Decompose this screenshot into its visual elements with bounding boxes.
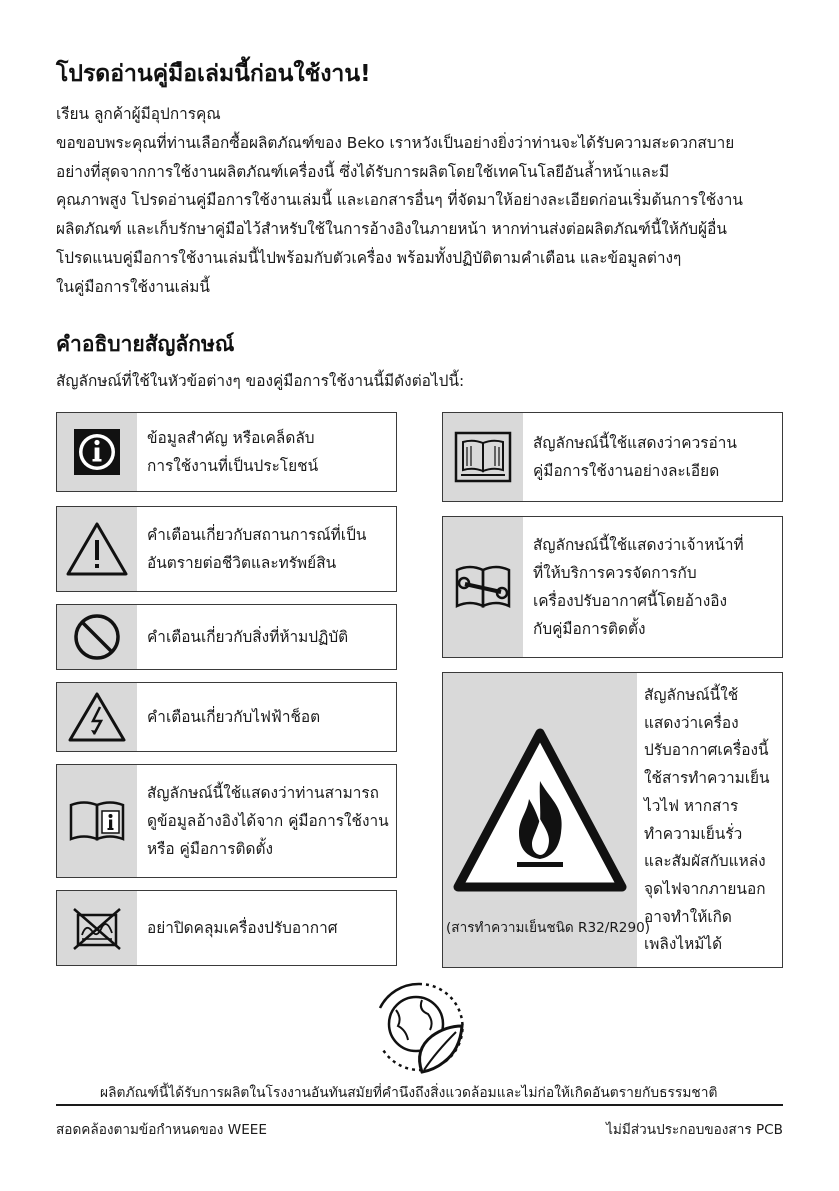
symbol-box-do-not-cover bbox=[56, 890, 397, 966]
info-icon bbox=[57, 413, 137, 491]
symbol-box-prohibited bbox=[56, 604, 397, 670]
read-manual-icon bbox=[443, 413, 523, 501]
symbol-description: คำเตือนเกี่ยวกับไฟฟ้าช็อต bbox=[147, 708, 321, 726]
symbol-box-service-manual bbox=[442, 516, 783, 658]
symbol-box-electric-shock bbox=[56, 682, 397, 752]
manual-info-icon bbox=[57, 765, 137, 877]
intro-line: ผลิตภัณฑ์ และเก็บรักษาคู่มือไว้สำหรับใช้ในการอ้างอิงในภายหน้า หากท่านส่งต่อผลิตภัณฑ์นี้ให้กับผู้อื่น bbox=[56, 220, 727, 239]
page-title: โปรดอ่านคู่มือเล่มนี้ก่อนใช้งาน! bbox=[56, 61, 371, 87]
intro-paragraph bbox=[56, 100, 801, 302]
symbol-description: คำเตือนเกี่ยวกับสิ่งที่ห้ามปฏิบัติ bbox=[147, 628, 349, 646]
symbol-box-read-manual bbox=[442, 412, 783, 502]
symbol-description: สัญลักษณ์นี้ใช้แสดงว่าควรอ่าน คู่มือการใช้งานอย่างละเอียด bbox=[533, 434, 737, 480]
intro-line: ขอขอบพระคุณที่ท่านเลือกซื้อผลิตภัณฑ์ของ Beko เราหวังเป็นอย่างยิ่งว่าท่านจะได้รับความสะดวกสบาย bbox=[56, 133, 735, 152]
symbols-subtitle: สัญลักษณ์ที่ใช้ในหัวข้อต่างๆ ของคู่มือการใช้งานนี้มีดังต่อไปนี้: bbox=[56, 372, 465, 390]
do-not-cover-icon bbox=[57, 891, 137, 965]
eco-earth-leaf-icon bbox=[372, 980, 466, 1082]
electric-shock-icon bbox=[57, 683, 137, 751]
weee-compliance: สอดคล้องตามข้อกำหนดของ WEEE bbox=[56, 1122, 267, 1138]
intro-line: โปรดแนบคู่มือการใช้งานเล่มนี้ไปพร้อมกับตัวเครื่อง พร้อมทั้งปฏิบัติตามคำเตือน และข้อมูลต่างๆ bbox=[56, 248, 682, 267]
eco-statement: ผลิตภัณฑ์นี้ได้รับการผลิตในโรงงานอันทันสมัยที่คำนึงถึงสิ่งแวดล้อมและไม่ก่อให้เกิดอันตรายกับธรรมชาติ bbox=[100, 1085, 718, 1101]
symbol-box-warning bbox=[56, 506, 397, 592]
symbol-description: ข้อมูลสำคัญ หรือเคล็ดลับ การใช้งานที่เป็นประโยชน์ bbox=[147, 429, 319, 475]
symbol-description: สัญลักษณ์นี้ใช้แสดงว่าท่านสามารถ ดูข้อมูลอ้างอิงได้จาก คู่มือการใช้งาน หรือ คู่มือการติดตั้ง bbox=[147, 784, 389, 858]
intro-line: ในคู่มือการใช้งานเล่มนี้ bbox=[56, 277, 210, 296]
pcb-statement: ไม่มีส่วนประกอบของสาร PCB bbox=[606, 1122, 783, 1138]
flammable-caption: (สารทำความเย็นชนิด R32/R290) bbox=[446, 920, 651, 936]
intro-line: เรียน ลูกค้าผู้มีอุปการคุณ bbox=[56, 105, 221, 123]
symbol-box-manual-info bbox=[56, 764, 397, 878]
symbol-description: อย่าปิดคลุมเครื่องปรับอากาศ bbox=[147, 919, 338, 937]
warning-icon bbox=[57, 507, 137, 591]
intro-line: อย่างที่สุดจากการใช้งานผลิตภัณฑ์เครื่องนี้ ซึ่งได้รับการผลิตโดยใช้เทคโนโลยีอันล้ำหน้าและมี bbox=[56, 162, 670, 181]
prohibited-icon bbox=[57, 605, 137, 669]
flammable-description: สัญลักษณ์นี้ใช้ แสดงว่าเครื่อง ปรับอากาศเครื่องนี้ ใช้สารทำความเย็น ไวไฟ หากสาร ทำความเย็นรั่ว และสัมผัสกับแหล่ง จุดไฟจากภายนอก อาจทำให้เกิด เพลิงไหม้ได้ bbox=[644, 686, 770, 954]
intro-line: คุณภาพสูง โปรดอ่านคู่มือการใช้งานเล่มนี้ และเอกสารอื่นๆ ที่จัดมาให้อย่างละเอียดก่อนเริ่มต้นการใช้งาน bbox=[56, 191, 743, 210]
divider bbox=[56, 1104, 783, 1106]
service-manual-icon bbox=[443, 517, 523, 657]
symbol-description: คำเตือนเกี่ยวกับสถานการณ์ที่เป็น อันตรายต่อชีวิตและทรัพย์สิน bbox=[147, 526, 367, 572]
symbol-box-info bbox=[56, 412, 397, 492]
symbols-heading: คำอธิบายสัญลักษณ์ bbox=[56, 332, 235, 356]
symbol-description: สัญลักษณ์นี้ใช้แสดงว่าเจ้าหน้าที่ ที่ให้บริการควรจัดการกับ เครื่องปรับอากาศนี้โดยอ้างอิง กับคู่มือการติดตั้ง bbox=[533, 536, 744, 638]
